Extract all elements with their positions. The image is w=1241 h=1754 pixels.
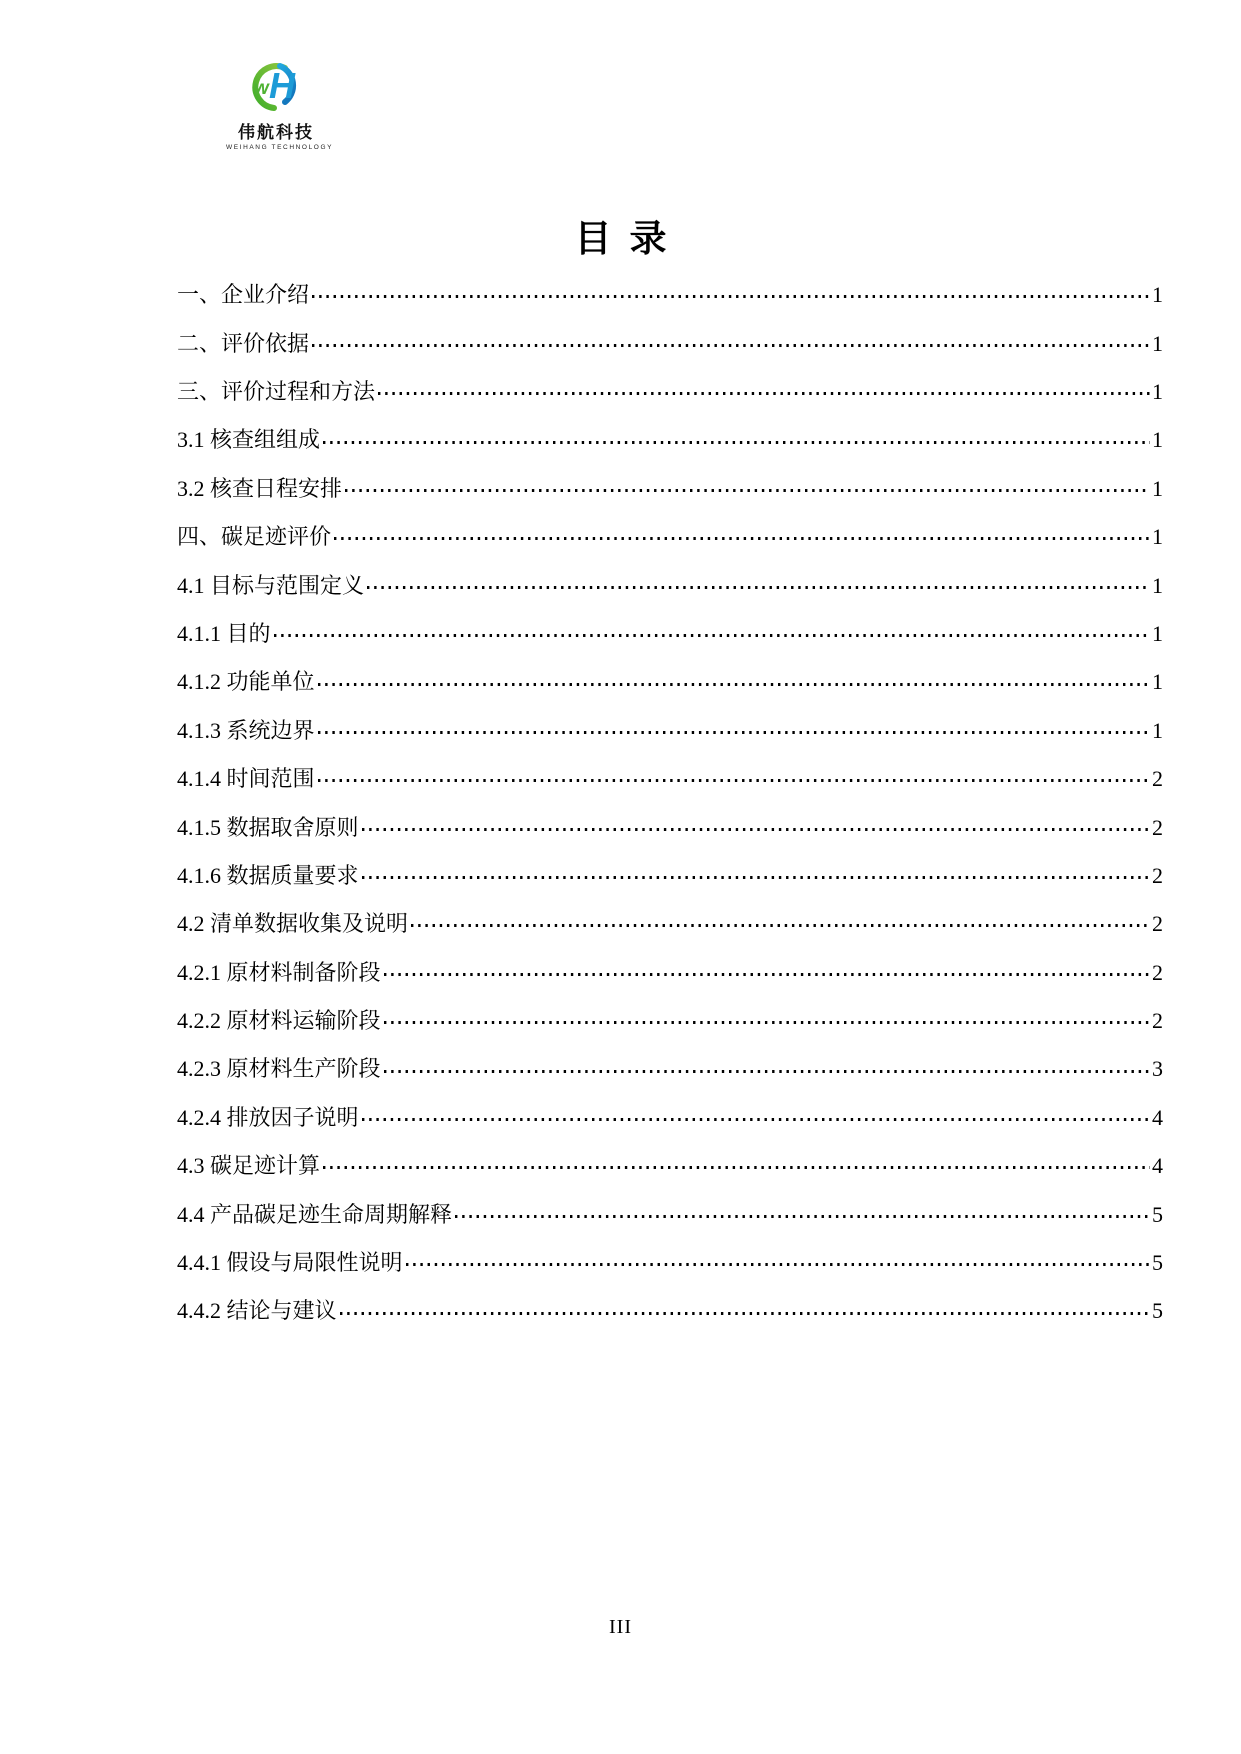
toc-entry-page: 5 (1152, 1201, 1163, 1227)
toc-entry-label: 4.1.5 数据取舍原则 (177, 814, 359, 840)
dot-leader (384, 1070, 1150, 1073)
dot-leader (334, 537, 1150, 540)
toc-entry-label: 一、企业介绍 (177, 282, 310, 308)
toc-entry-page: 1 (1152, 475, 1163, 501)
company-name-en: WEIHANG TECHNOLOGY (226, 144, 334, 151)
toc-entry-label: 4.2.3 原材料生产阶段 (177, 1056, 381, 1082)
dot-leader (318, 683, 1150, 686)
dot-leader (345, 489, 1150, 492)
dot-leader (323, 441, 1150, 444)
toc-entry-page: 2 (1152, 766, 1163, 792)
dot-leader (340, 1312, 1150, 1315)
logo-mark-icon (228, 56, 324, 116)
dot-leader (312, 344, 1150, 347)
table-of-contents (177, 264, 1163, 1329)
toc-entry-page: 1 (1152, 717, 1163, 743)
dot-leader (312, 295, 1150, 298)
dot-leader (362, 1118, 1150, 1121)
toc-entry-label: 4.2.1 原材料制备阶段 (177, 959, 381, 985)
toc-entry-label: 四、碳足迹评价 (177, 524, 332, 550)
dot-leader (411, 924, 1150, 927)
toc-entry[interactable] (177, 990, 1163, 1038)
company-logo (226, 56, 334, 151)
toc-entry-label: 4.3 碳足迹计算 (177, 1153, 321, 1179)
toc-entry-page: 2 (1152, 814, 1163, 840)
toc-entry-page: 1 (1152, 378, 1163, 404)
toc-entry[interactable] (177, 1183, 1163, 1231)
toc-entry-label: 4.1.1 目的 (177, 620, 271, 646)
toc-entry-page: 1 (1152, 282, 1163, 308)
toc-entry[interactable] (177, 700, 1163, 748)
toc-entry[interactable] (177, 651, 1163, 699)
toc-entry-label: 3.2 核查日程安排 (177, 475, 343, 501)
page-number-footer: III (609, 1616, 632, 1638)
page-title: 目录 (574, 219, 685, 260)
toc-entry-label: 三、评价过程和方法 (177, 378, 376, 404)
toc-entry-label: 4.2.4 排放因子说明 (177, 1104, 359, 1130)
dot-leader (367, 586, 1150, 589)
toc-entry-page: 2 (1152, 911, 1163, 937)
toc-entry[interactable] (177, 796, 1163, 844)
svg-text:H: H (269, 65, 295, 106)
toc-entry[interactable] (177, 748, 1163, 796)
toc-entry-page: 2 (1152, 1008, 1163, 1034)
dot-leader (384, 1021, 1150, 1024)
toc-entry-page: 1 (1152, 669, 1163, 695)
toc-entry[interactable] (177, 361, 1163, 409)
toc-entry-label: 4.2.2 原材料运输阶段 (177, 1008, 381, 1034)
toc-entry[interactable] (177, 1038, 1163, 1086)
toc-entry-label: 4.1 目标与范围定义 (177, 572, 365, 598)
toc-entry-label: 4.1.4 时间范围 (177, 766, 315, 792)
toc-entry-page: 1 (1152, 620, 1163, 646)
toc-entry-label: 4.1.2 功能单位 (177, 669, 315, 695)
toc-entry[interactable] (177, 1280, 1163, 1328)
toc-entry-page: 4 (1152, 1153, 1163, 1179)
dot-leader (318, 731, 1150, 734)
toc-entry-label: 3.1 核查组组成 (177, 427, 321, 453)
toc-entry-page: 2 (1152, 862, 1163, 888)
dot-leader (455, 1215, 1150, 1218)
toc-entry-page: 5 (1152, 1250, 1163, 1276)
toc-entry[interactable] (177, 409, 1163, 457)
toc-entry-page: 2 (1152, 959, 1163, 985)
toc-entry-label: 二、评价依据 (177, 330, 310, 356)
toc-entry-label: 4.4.1 假设与局限性说明 (177, 1250, 403, 1276)
dot-leader (274, 634, 1150, 637)
toc-entry-label: 4.4 产品碳足迹生命周期解释 (177, 1201, 453, 1227)
toc-entry[interactable] (177, 845, 1163, 893)
dot-leader (323, 1166, 1150, 1169)
dot-leader (362, 876, 1150, 879)
toc-entry[interactable] (177, 264, 1163, 312)
dot-leader (378, 392, 1150, 395)
toc-entry[interactable] (177, 1232, 1163, 1280)
dot-leader (318, 779, 1150, 782)
toc-entry-label: 4.4.2 结论与建议 (177, 1298, 337, 1324)
toc-entry[interactable] (177, 1135, 1163, 1183)
toc-entry[interactable] (177, 1087, 1163, 1135)
toc-entry[interactable] (177, 603, 1163, 651)
dot-leader (406, 1263, 1150, 1266)
toc-entry[interactable] (177, 554, 1163, 602)
toc-entry[interactable] (177, 506, 1163, 554)
dot-leader (362, 828, 1150, 831)
toc-entry-page: 1 (1152, 572, 1163, 598)
toc-entry-page: 5 (1152, 1298, 1163, 1324)
toc-entry[interactable] (177, 941, 1163, 989)
toc-entry-page: 1 (1152, 524, 1163, 550)
toc-entry-label: 4.1.6 数据质量要求 (177, 862, 359, 888)
toc-entry-page: 1 (1152, 427, 1163, 453)
svg-text:w: w (254, 78, 269, 99)
toc-entry[interactable] (177, 893, 1163, 941)
toc-entry-label: 4.2 清单数据收集及说明 (177, 911, 409, 937)
company-name: 伟航科技 (238, 123, 314, 142)
toc-entry-page: 4 (1152, 1104, 1163, 1130)
toc-entry-page: 3 (1152, 1056, 1163, 1082)
toc-entry-label: 4.1.3 系统边界 (177, 717, 315, 743)
toc-entry[interactable] (177, 312, 1163, 360)
dot-leader (384, 973, 1150, 976)
toc-entry-page: 1 (1152, 330, 1163, 356)
toc-entry[interactable] (177, 458, 1163, 506)
